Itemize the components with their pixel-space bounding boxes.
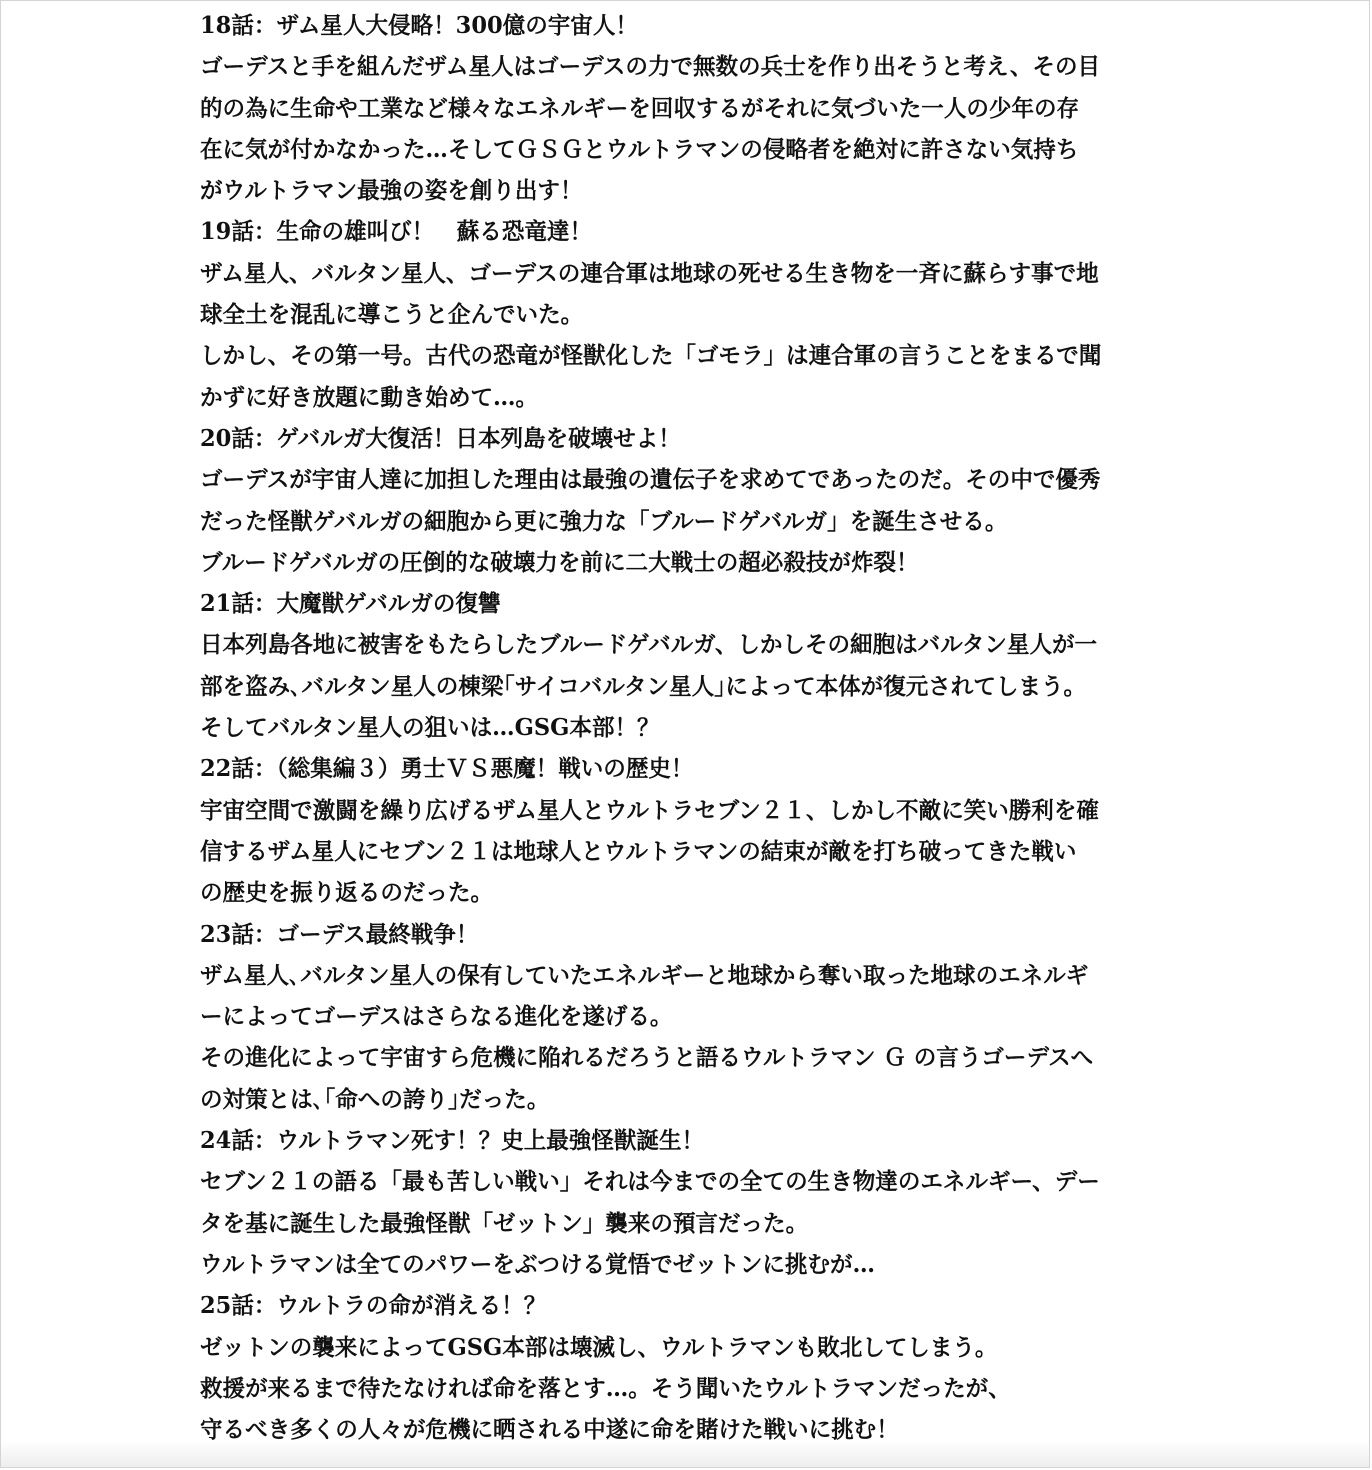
episode-22-text-line: 信するザム星人にセブン２１は地球人とウルトラマンの結束が敵を打ち破ってきた戦い	[200, 837, 1077, 865]
episode-22-title: 22話：（総集編３）勇士ＶＳ悪魔！戦いの歴史！	[200, 755, 694, 783]
episode-24-text-line: タを基に誕生した最強怪獣「ゼットン」襲来の預言だった。	[200, 1209, 809, 1237]
episode-18-title: 18話：ザム星人大侵略！300億の宇宙人！	[200, 12, 638, 39]
episode-25-text-line: 救援が来るまで待たなければ命を落とす…。そう聞いたウルトラマンだったが、	[200, 1374, 1011, 1402]
episode-21-text-line: 部を盗み､バルタン星人の棟梁｢サイコバルタン星人｣によって本体が復元されてしまう。	[200, 672, 1087, 700]
episode-22-text-line: の歴史を振り返るのだった。	[200, 879, 494, 907]
episode-20-title: 20話：ゲバルガ大復活！日本列島を破壊せよ！	[200, 424, 681, 452]
episode-18-text-line: 的の為に生命や工業など様々なエネルギーを回収するがそれに気づいた一人の少年の存	[200, 94, 1080, 122]
episode-21-text-line: そしてバルタン星人の狙いは…GSG本部！？	[200, 714, 660, 742]
episode-21-text-line: 日本列島各地に被害をもたらしたブルードゲバルガ、しかしその細胞はバルタン星人が一	[200, 631, 1098, 659]
episode-19-text-line: しかし、その第一号。古代の恐竜が怪獣化した「ゴモラ」は連合軍の言うことをまるで聞	[200, 342, 1102, 370]
episode-18-text-line: ゴーデスと手を組んだザム星人はゴーデスの力で無数の兵士を作り出そうと考え、その目	[200, 53, 1101, 81]
episode-25-text-line: ゼットンの襲来によってGSG本部は壊滅し、ウルトラマンも敗北してしまう。	[200, 1333, 998, 1361]
episode-20-text-line: だった怪獣ゲバルガの細胞から更に強力な「ブルードゲバルガ」を誕生させる。	[200, 507, 1008, 535]
episode-21-title: 21話：大魔獣ゲバルガの復讐	[200, 590, 501, 618]
episode-23-text-line: の対策とは､｢命への誇り｣だった。	[200, 1085, 550, 1113]
episode-23-text-line: ザム星人､バルタン星人の保有していたエネルギーと地球から奪い取った地球のエネルギ	[200, 961, 1089, 989]
episode-19-text-line: かずに好き放題に動き始めて…。	[200, 383, 539, 411]
episode-synopsis-text	[200, 5, 1200, 1450]
episode-24-text-line: ウルトラマンは全てのパワーをぶつける覚悟でゼットンに挑むが…	[200, 1250, 876, 1278]
episode-25-text-line: 守るべき多くの人々が危機に晒される中遂に命を賭けた戦いに挑む！	[200, 1416, 899, 1444]
episode-24-title: 24話：ウルトラマン死す！？史上最強怪獣誕生！	[200, 1127, 705, 1155]
episode-18-text-line: がウルトラマン最強の姿を創り出す！	[200, 177, 583, 205]
episode-23-title: 23話：ゴーデス最終戦争！	[200, 920, 479, 948]
episode-20-text-line: ゴーデスが宇宙人達に加担した理由は最強の遺伝子を求めてであったのだ。その中で優秀	[200, 466, 1101, 494]
episode-19-title: 19話：生命の雄叫び！ 蘇る恐竜達！	[200, 218, 593, 246]
episode-24-text-line: セブン２１の語る「最も苦しい戦い」それは今までの全ての生き物達のエネルギー、デー	[200, 1168, 1100, 1196]
episode-18-text-line: 在に気が付かなかった…そしてＧＳＧとウルトラマンの侵略者を絶対に許さない気持ち	[200, 135, 1079, 163]
episode-22-text-line: 宇宙空間で激闘を繰り広げるザム星人とウルトラセブン２１、しかし不敵に笑い勝利を確	[200, 796, 1099, 824]
episode-23-text-line: ーによってゴーデスはさらなる進化を遂げる。	[200, 1003, 673, 1031]
episode-25-title: 25話：ウルトラの命が消える！？	[200, 1292, 547, 1320]
episode-23-text-line: その進化によって宇宙すら危機に陥れるだろうと語るウルトラマン Ｇ の言うゴーデスへ	[200, 1044, 1094, 1072]
episode-19-text-line: ザム星人、バルタン星人、ゴーデスの連合軍は地球の死せる生き物を一斉に蘇らす事で地	[200, 259, 1099, 287]
episode-19-text-line: 球全土を混乱に導こうと企んでいた。	[200, 301, 584, 329]
episode-20-text-line: ブルードゲバルガの圧倒的な破壊力を前に二大戦士の超必殺技が炸裂！	[200, 548, 919, 576]
